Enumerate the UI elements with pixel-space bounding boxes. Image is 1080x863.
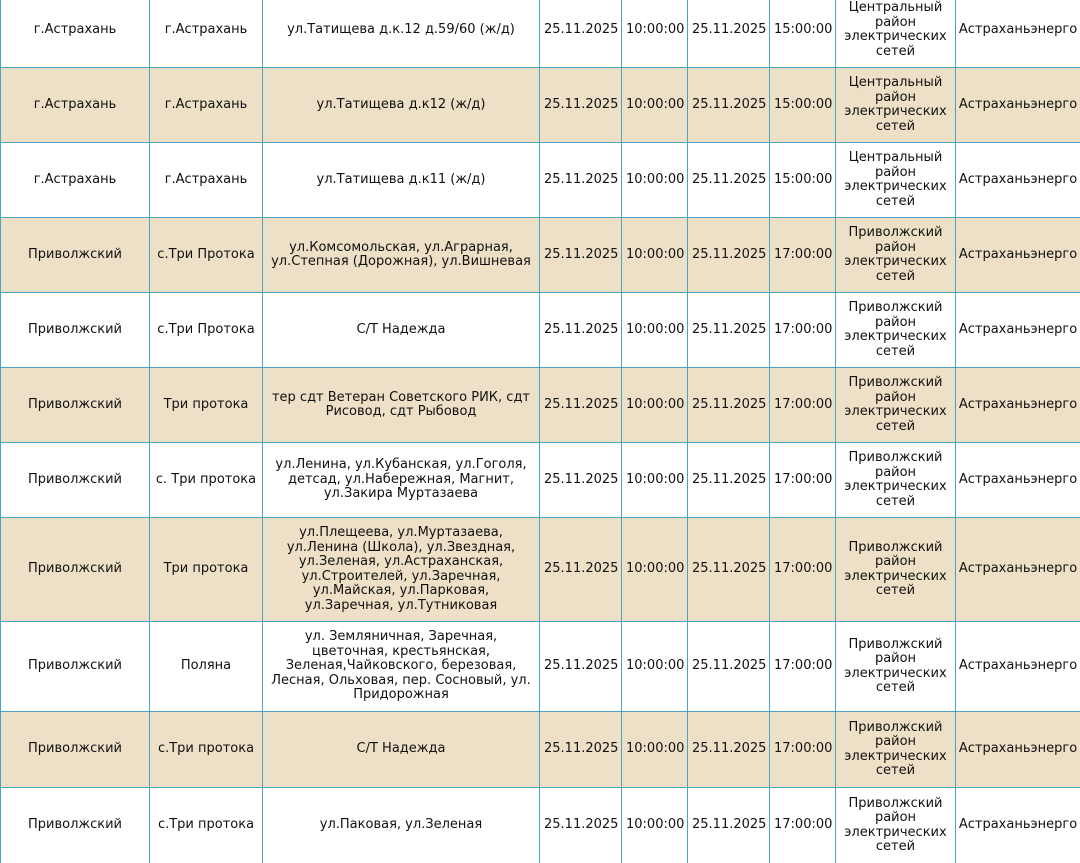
end-time-cell: 15:00:00 <box>770 68 836 143</box>
end-date-cell: 25.11.2025 <box>688 622 770 712</box>
end-time-cell: 17:00:00 <box>770 443 836 518</box>
district-cell: Приволжский <box>1 622 150 712</box>
district-cell: г.Астрахань <box>1 68 150 143</box>
network-unit-cell: Центральный район электрических сетей <box>836 68 956 143</box>
organization-cell: Астраханьэнерго <box>956 143 1080 218</box>
start-time-cell: 10:00:00 <box>622 218 688 293</box>
network-unit-cell: Центральный район электрических сетей <box>836 143 956 218</box>
locality-cell: с.Три Протока <box>150 293 263 368</box>
start-time-cell: 10:00:00 <box>622 0 688 68</box>
district-cell: Приволжский <box>1 788 150 863</box>
address-cell: ул.Комсомольская, ул.Аграрная, ул.Степная (Дорожная), ул.Вишневая <box>263 218 540 293</box>
start-time-cell: 10:00:00 <box>622 788 688 863</box>
address-cell: ул.Татищева д.к11 (ж/д) <box>263 143 540 218</box>
locality-cell: с.Три Протока <box>150 218 263 293</box>
locality-cell: Три протока <box>150 368 263 443</box>
end-date-cell: 25.11.2025 <box>688 68 770 143</box>
end-time-cell: 17:00:00 <box>770 622 836 712</box>
start-date-cell: 25.11.2025 <box>540 0 622 68</box>
table-row <box>1 368 1080 443</box>
start-date-cell: 25.11.2025 <box>540 368 622 443</box>
address-cell: С/Т Надежда <box>263 293 540 368</box>
address-cell: тер сдт Ветеран Советского РИК, сдт Рисовод, сдт Рыбовод <box>263 368 540 443</box>
district-cell: Приволжский <box>1 368 150 443</box>
start-time-cell: 10:00:00 <box>622 68 688 143</box>
locality-cell: г.Астрахань <box>150 0 263 68</box>
organization-cell: Астраханьэнерго <box>956 518 1080 622</box>
end-date-cell: 25.11.2025 <box>688 443 770 518</box>
locality-cell: с. Три протока <box>150 443 263 518</box>
table-row <box>1 293 1080 368</box>
start-date-cell: 25.11.2025 <box>540 443 622 518</box>
start-date-cell: 25.11.2025 <box>540 143 622 218</box>
district-cell: г.Астрахань <box>1 143 150 218</box>
table-row <box>1 518 1080 622</box>
network-unit-cell: Приволжский район электрических сетей <box>836 293 956 368</box>
district-cell: Приволжский <box>1 443 150 518</box>
start-time-cell: 10:00:00 <box>622 518 688 622</box>
start-time-cell: 10:00:00 <box>622 368 688 443</box>
organization-cell: Астраханьэнерго <box>956 0 1080 68</box>
start-date-cell: 25.11.2025 <box>540 712 622 788</box>
organization-cell: Астраханьэнерго <box>956 218 1080 293</box>
network-unit-cell: Приволжский район электрических сетей <box>836 622 956 712</box>
address-cell: С/Т Надежда <box>263 712 540 788</box>
end-time-cell: 17:00:00 <box>770 293 836 368</box>
district-cell: г.Астрахань <box>1 0 150 68</box>
district-cell: Приволжский <box>1 518 150 622</box>
locality-cell: г.Астрахань <box>150 68 263 143</box>
organization-cell: Астраханьэнерго <box>956 68 1080 143</box>
table-row <box>1 0 1080 68</box>
start-time-cell: 10:00:00 <box>622 712 688 788</box>
district-cell: Приволжский <box>1 293 150 368</box>
district-cell: Приволжский <box>1 218 150 293</box>
network-unit-cell: Приволжский район электрических сетей <box>836 368 956 443</box>
table-row <box>1 788 1080 863</box>
start-date-cell: 25.11.2025 <box>540 788 622 863</box>
start-date-cell: 25.11.2025 <box>540 622 622 712</box>
end-date-cell: 25.11.2025 <box>688 368 770 443</box>
locality-cell: г.Астрахань <box>150 143 263 218</box>
address-cell: ул.Ленина, ул.Кубанская, ул.Гоголя, детсад, ул.Набережная, Магнит, ул.Закира Муртазаева <box>263 443 540 518</box>
end-time-cell: 15:00:00 <box>770 0 836 68</box>
end-date-cell: 25.11.2025 <box>688 788 770 863</box>
end-time-cell: 17:00:00 <box>770 788 836 863</box>
start-date-cell: 25.11.2025 <box>540 293 622 368</box>
address-cell: ул.Паковая, ул.Зеленая <box>263 788 540 863</box>
end-time-cell: 17:00:00 <box>770 518 836 622</box>
network-unit-cell: Центральный район электрических сетей <box>836 0 956 68</box>
organization-cell: Астраханьэнерго <box>956 293 1080 368</box>
table-body <box>1 0 1080 863</box>
start-date-cell: 25.11.2025 <box>540 218 622 293</box>
locality-cell: с.Три протока <box>150 788 263 863</box>
end-date-cell: 25.11.2025 <box>688 218 770 293</box>
start-time-cell: 10:00:00 <box>622 443 688 518</box>
network-unit-cell: Приволжский район электрических сетей <box>836 443 956 518</box>
organization-cell: Астраханьэнерго <box>956 788 1080 863</box>
start-time-cell: 10:00:00 <box>622 143 688 218</box>
end-date-cell: 25.11.2025 <box>688 518 770 622</box>
end-date-cell: 25.11.2025 <box>688 712 770 788</box>
start-date-cell: 25.11.2025 <box>540 518 622 622</box>
address-cell: ул. Земляничная, Заречная, цветочная, крестьянская, Зеленая,Чайковского, березовая, Лесная, Ольховая, пер. Сосновый, ул. Придорожная <box>263 622 540 712</box>
table-row <box>1 143 1080 218</box>
table-row <box>1 622 1080 712</box>
address-cell: ул.Татищева д.к.12 д.59/60 (ж/д) <box>263 0 540 68</box>
end-time-cell: 15:00:00 <box>770 143 836 218</box>
network-unit-cell: Приволжский район электрических сетей <box>836 788 956 863</box>
table-row <box>1 712 1080 788</box>
organization-cell: Астраханьэнерго <box>956 368 1080 443</box>
organization-cell: Астраханьэнерго <box>956 443 1080 518</box>
network-unit-cell: Приволжский район электрических сетей <box>836 518 956 622</box>
locality-cell: Поляна <box>150 622 263 712</box>
end-date-cell: 25.11.2025 <box>688 0 770 68</box>
end-date-cell: 25.11.2025 <box>688 293 770 368</box>
end-time-cell: 17:00:00 <box>770 712 836 788</box>
locality-cell: с.Три протока <box>150 712 263 788</box>
address-cell: ул.Татищева д.к12 (ж/д) <box>263 68 540 143</box>
end-date-cell: 25.11.2025 <box>688 143 770 218</box>
organization-cell: Астраханьэнерго <box>956 622 1080 712</box>
network-unit-cell: Приволжский район электрических сетей <box>836 712 956 788</box>
district-cell: Приволжский <box>1 712 150 788</box>
start-time-cell: 10:00:00 <box>622 293 688 368</box>
end-time-cell: 17:00:00 <box>770 368 836 443</box>
start-time-cell: 10:00:00 <box>622 622 688 712</box>
locality-cell: Три протока <box>150 518 263 622</box>
table-row <box>1 218 1080 293</box>
table-row <box>1 68 1080 143</box>
organization-cell: Астраханьэнерго <box>956 712 1080 788</box>
table-row <box>1 443 1080 518</box>
start-date-cell: 25.11.2025 <box>540 68 622 143</box>
address-cell: ул.Плещеева, ул.Муртазаева, ул.Ленина (Школа), ул.Звездная, ул.Зеленая, ул.Астраханская, ул.Строителей, ул.Заречная, ул.Майская, ул.Парковая, ул.Заречная, ул.Тутниковая <box>263 518 540 622</box>
end-time-cell: 17:00:00 <box>770 218 836 293</box>
network-unit-cell: Приволжский район электрических сетей <box>836 218 956 293</box>
